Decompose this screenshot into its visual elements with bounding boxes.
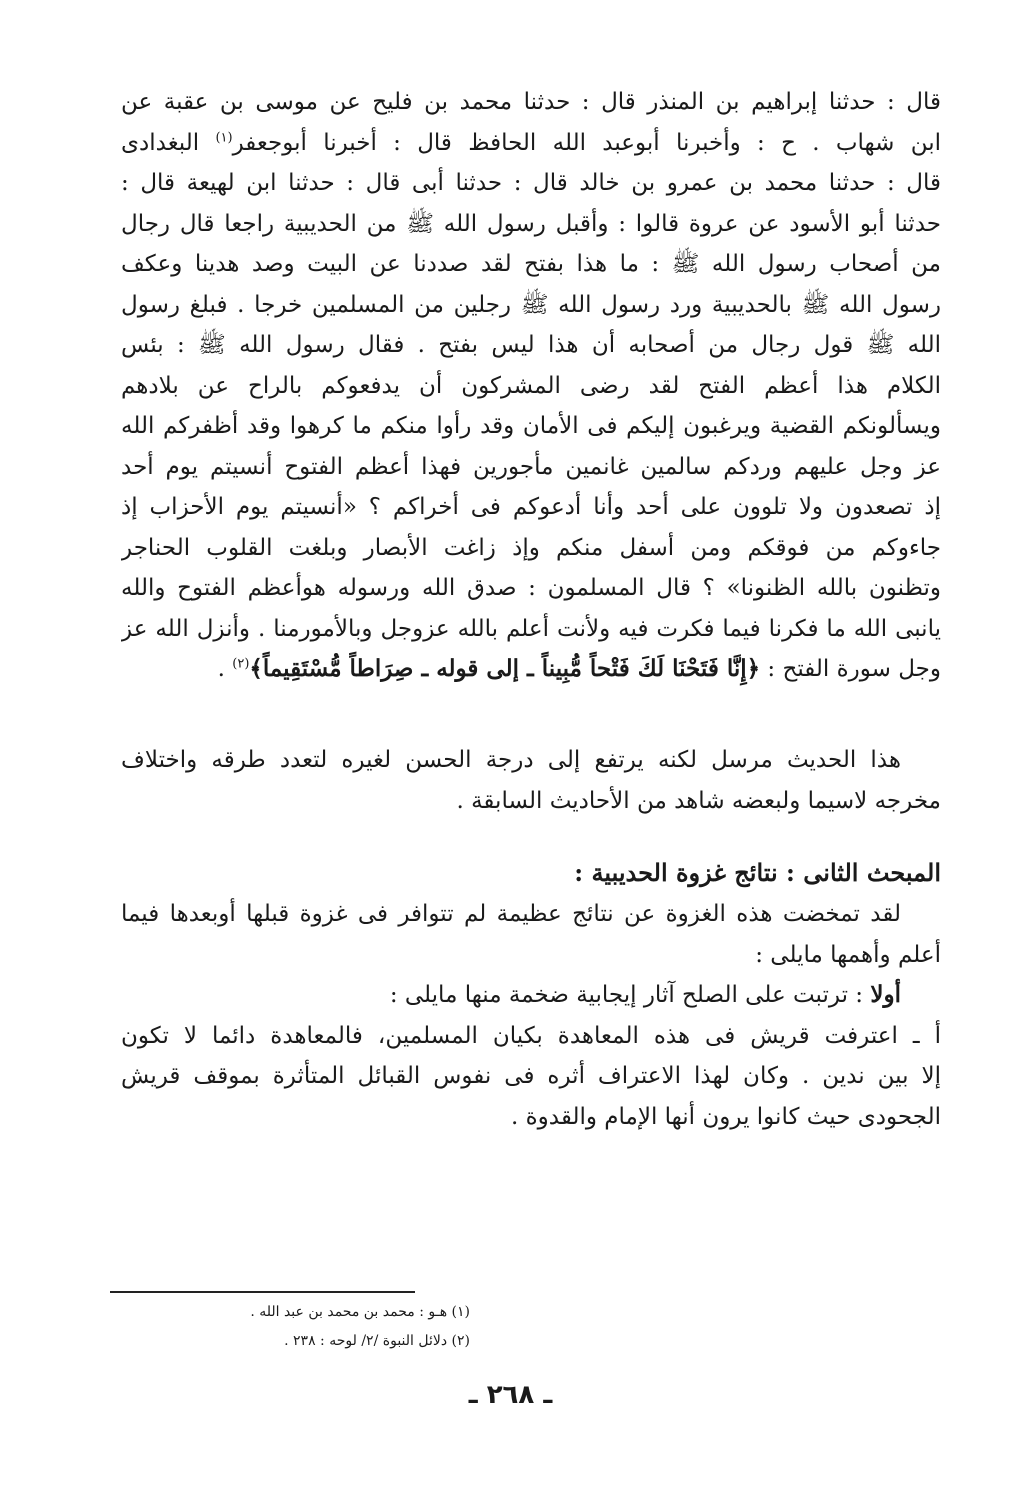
line-text: : ترتبت على الصلح آثار إيجابية ضخمة منها مايلى : bbox=[389, 982, 871, 1008]
line-text: . bbox=[217, 656, 233, 682]
text-line bbox=[121, 82, 941, 123]
line-text: مخرجه لاسيما ولبعضه شاهد من الأحاديث السابقة . bbox=[456, 787, 941, 814]
text-line bbox=[121, 406, 941, 447]
text-line bbox=[121, 447, 941, 488]
line-text: أ ـ اعترفت قريش فى هذه المعاهدة بكيان المسلمين، فالمعاهدة دائما لا تكون bbox=[121, 1022, 941, 1049]
text-line bbox=[121, 609, 941, 650]
text-line bbox=[121, 740, 941, 781]
hadith-paragraph bbox=[121, 82, 941, 690]
text-line bbox=[121, 781, 941, 822]
text-line bbox=[121, 1016, 941, 1057]
text-line bbox=[121, 528, 941, 569]
line-text: يانبى الله ما فكرنا فيما فكرت فيه ولأنت أعلم بالله عزوجل وبالأمورمنا . وأنزل الله عز bbox=[121, 615, 941, 642]
text-line bbox=[121, 163, 941, 204]
line-text: عز وجل عليهم وردكم سالمين غانمين مأجورين فهذا أعظم الفتوح أنسيتم يوم أحد bbox=[121, 453, 941, 480]
text-line bbox=[121, 1097, 941, 1138]
text-line bbox=[121, 123, 941, 164]
line-text: من أصحاب رسول الله ﷺ : ما هذا بفتح لقد صددنا عن البيت وصد هدينا وعكف bbox=[121, 251, 941, 277]
line-text: الجحودى حيث كانوا يرون أنها الإمام والقدوة . bbox=[510, 1103, 941, 1130]
line-text: لقد تمخضت هذه الغزوة عن نتائج عظيمة لم تتوافر فى غزوة قبلها أوبعدها فيما bbox=[121, 901, 902, 927]
text-line bbox=[121, 568, 941, 609]
page-number: ـ ٢٦٨ ـ bbox=[468, 1380, 553, 1410]
text-line bbox=[121, 894, 941, 935]
point-label: أولا bbox=[870, 981, 901, 1008]
line-text: رسول الله ﷺ بالحديبية ورد رسول الله ﷺ رجلين من المسلمين خرجا . فبلغ رسول bbox=[121, 291, 941, 318]
text-line bbox=[121, 204, 941, 245]
text-line bbox=[121, 325, 941, 366]
line-text: وتظنون بالله الظنونا» ؟ قال المسلمون : صدق الله ورسوله هوأعظم الفتوح والله bbox=[121, 575, 941, 601]
text-line bbox=[121, 285, 941, 326]
line-text: قال : حدثنا إبراهيم بن المنذر قال : حدثنا محمد بن فليح عن موسى بن عقبة عن bbox=[121, 89, 941, 115]
line-text: ويسألونكم القضية ويرغبون إليكم فى الأمان وقد رأوا منكم ما كرهوا وقد أظفركم الله bbox=[121, 413, 941, 439]
footnote-1: (١) هـو : محمد بن محمد بن عبد الله . bbox=[250, 1304, 470, 1320]
text-line bbox=[121, 244, 941, 285]
footnotes bbox=[110, 1298, 470, 1356]
line-text: وجل سورة الفتح : bbox=[760, 656, 941, 682]
line-text: ابن شهاب . ح : وأخبرنا أبوعبد الله الحافظ قال : أخبرنا أبوجعفر bbox=[232, 129, 941, 156]
line-text: الكلام هذا أعظم الفتح لقد رضى المشركون أن يدفعوكم بالراح عن بلادهم bbox=[121, 372, 941, 399]
quran-verse: ﴿إِنَّا فَتَحْنَا لَكَ فَتْحاً مُّبِيناً ـ إلى قوله ـ صِرَاطاً مُّسْتَقِيماً﴾ bbox=[249, 655, 761, 682]
line-text: هذا الحديث مرسل لكنه يرتفع إلى درجة الحسن لغيره لتعدد طرقه واختلاف bbox=[121, 747, 901, 773]
footnote-divider bbox=[110, 1291, 415, 1293]
footnote-marker-1: (١) bbox=[215, 129, 233, 145]
line-text: جاءوكم من فوقكم ومن أسفل منكم وإذ زاغت الأبصار وبلغت القلوب الحناجر bbox=[121, 534, 941, 561]
line-text: البغدادى bbox=[121, 129, 216, 156]
text-line bbox=[121, 487, 941, 528]
line-text: أعلم وأهمها مايلى : bbox=[755, 941, 941, 968]
text-line bbox=[121, 649, 941, 690]
footnote-2: (٢) دلائل النبوة /٢/ لوحه : ٢٣٨ . bbox=[284, 1333, 470, 1349]
text-line bbox=[121, 366, 941, 407]
line-text: حدثنا أبو الأسود عن عروة قالوا : وأقبل رسول الله ﷺ من الحديبية راجعا قال رجال bbox=[121, 210, 941, 237]
footnote-marker-2: (٢) bbox=[232, 656, 250, 672]
text-line bbox=[121, 935, 941, 976]
commentary-paragraph bbox=[121, 740, 941, 821]
line-text: إلا بين ندين . وكان لهذا الاعتراف أثره فى نفوس القبائل المتأثرة بموقف قريش bbox=[121, 1063, 941, 1089]
line-text: الله ﷺ قول رجال من أصحابه أن هذا ليس بفتح . فقال رسول الله ﷺ : بئس bbox=[121, 332, 941, 358]
section-heading: المبحث الثانى : نتائج غزوة الحديبية : bbox=[574, 858, 941, 887]
text-line bbox=[121, 975, 941, 1016]
line-text: إذ تصعدون ولا تلوون على أحد وأنا أدعوكم فى أخراكم ؟ «أنسيتم يوم الأحزاب إذ bbox=[121, 494, 941, 520]
text-line bbox=[121, 1056, 941, 1097]
section-results bbox=[121, 852, 941, 1137]
line-text: قال : حدثنا محمد بن عمرو بن خالد قال : حدثنا أبى قال : حدثنا ابن لهيعة قال : bbox=[121, 170, 941, 196]
